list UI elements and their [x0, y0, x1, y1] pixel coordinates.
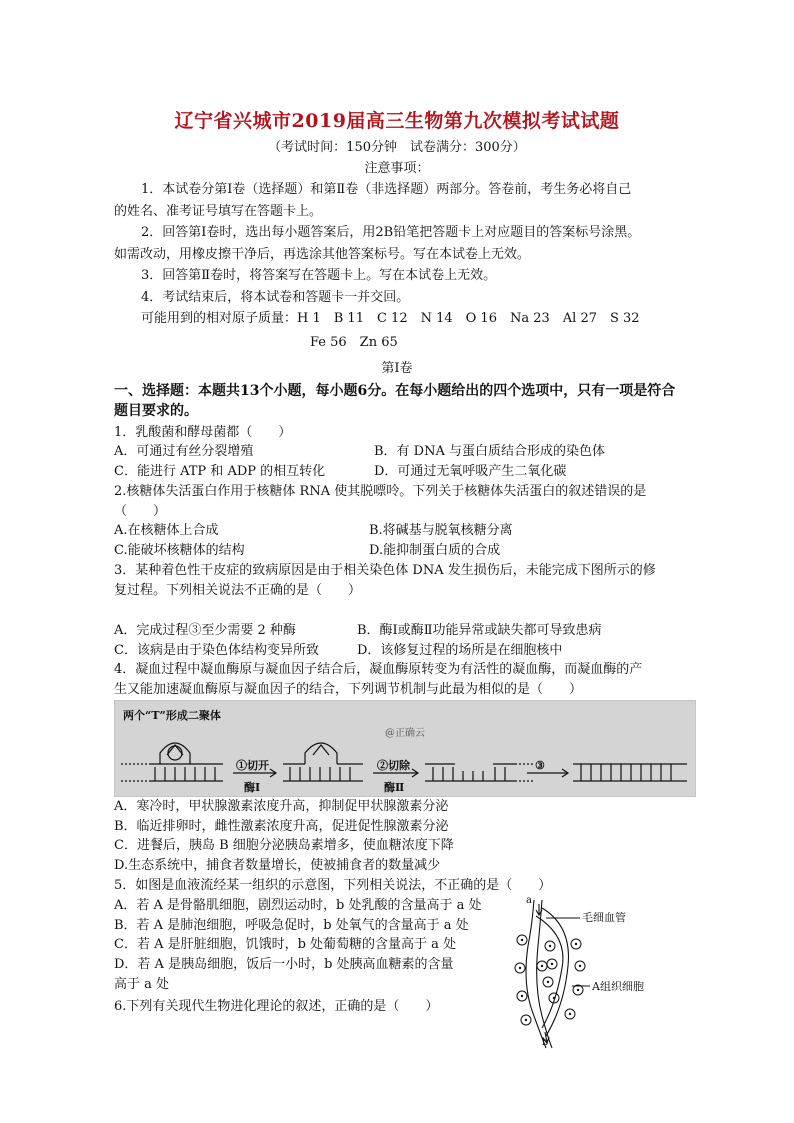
notice-line: 1．本试卷分第Ⅰ卷（选择题）和第Ⅱ卷（非选择题）两部分。答卷前，考生务必将自己: [141, 182, 632, 197]
option-a: A．可通过有丝分裂增殖: [114, 444, 254, 459]
option-d: D.生态系统中，捕食者数量增长，使被捕食者的数量减少: [114, 858, 441, 873]
enzyme-1-label: 酶Ⅰ: [244, 781, 261, 794]
enzyme-2-label: 酶Ⅱ: [384, 781, 405, 794]
step-1-label: ①切开: [236, 759, 269, 772]
section-heading: 一、选择题：本题共13个小题，每小题6分。在每小题给出的四个选项中，只有一项是符合: [114, 383, 676, 399]
option-b: B．有 DNA 与蛋白质结合形成的染色体: [374, 444, 606, 459]
option-c: C．能进行 ATP 和 ADP 的相互转化: [114, 464, 326, 479]
question-3-stem: 3．某种着色性干皮症的致病原因是由于相关染色体 DNA 发生损伤后，未能完成下图所示的修: [114, 563, 656, 578]
atomic-mass-line: 可能用到的相对原子质量：H 1 B 11 C 12 N 14 O 16 Na 23 Al 27 S 32: [141, 311, 640, 326]
part-heading: 第Ⅰ卷: [381, 361, 413, 376]
figure-label: 两个“T”形成二聚体: [123, 709, 221, 722]
exam-title: 辽宁省兴城市2019届高三生物第九次模拟考试试题: [174, 110, 620, 132]
notice-line: 如需改动，用橡皮擦干净后，再选涂其他答案标号。写在本试卷上无效。: [114, 247, 531, 262]
option-c: C．该病是由于染色体结构变异所致: [114, 643, 319, 658]
question-1-stem: 1．乳酸菌和酵母菌都（ ）: [114, 425, 292, 440]
option-c: C．进餐后，胰岛 B 细胞分泌胰岛素增多，使血糖浓度下降: [114, 838, 454, 853]
notice-title: 注意事项：: [364, 161, 430, 176]
watermark: @正确云: [385, 728, 425, 739]
option-d: D.能抑制蛋白质的合成: [369, 543, 501, 558]
option-c: C.能破坏核糖体的结构: [114, 543, 245, 558]
notice-line: 2．回答第Ⅰ卷时，选出每小题答案后，用2B铅笔把答题卡上对应题目的答案标号涂黑。: [141, 225, 641, 240]
point-a-label: a: [526, 895, 532, 906]
option-d: D．若 A 是胰岛细胞，饭后一小时，b 处胰高血糖素的含量: [114, 957, 454, 972]
option-b: B．若 A 是肺泡细胞，呼吸急促时，b 处氧气的含量高于 a 处: [114, 918, 469, 933]
point-b-label: b: [542, 1037, 549, 1048]
question-6-stem: 6.下列有关现代生物进化理论的叙述，正确的是（ ）: [114, 999, 439, 1014]
question-4-stem: 4．凝血过程中凝血酶原与凝血因子结合后，凝血酶原转变为有活性的凝血酶，而凝血酶的产: [114, 662, 643, 677]
question-2-stem: 2.核糖体失活蛋白作用于核糖体 RNA 使其脱嘌呤。下列关于核糖体失活蛋白的叙述错误的是: [114, 484, 647, 499]
dna-repair-figure: [114, 700, 696, 797]
option-d: D．可通过无氧呼吸产生二氧化碳: [374, 464, 567, 479]
question-4-stem: 生又能加速凝血酶原与凝血因子的结合，下列调节机制与此最为相似的是（ ）: [114, 682, 583, 697]
capillary-label: 毛细血管: [582, 911, 626, 924]
option-b: B．酶Ⅰ或酶Ⅱ功能异常或缺失都可导致患病: [357, 623, 602, 638]
option-a: A．若 A 是骨骼肌细胞，剧烈运动时，b 处乳酸的含量高于 a 处: [114, 898, 482, 913]
step-2-label: ②切除: [377, 759, 410, 772]
question-5-stem: 5．如图是血液流经某一组织的示意图，下列相关说法，不正确的是（ ）: [114, 878, 552, 893]
exam-info: （考试时间：150分钟 试卷满分：300分）: [268, 140, 526, 155]
option-b: B.将碱基与脱氧核糖分离: [369, 523, 513, 538]
option-a: A．完成过程③至少需要 2 种酶: [114, 623, 296, 638]
notice-line: 3．回答第Ⅱ卷时，将答案写在答题卡上。写在本试卷上无效。: [141, 268, 497, 283]
option-a: A.在核糖体上合成: [114, 523, 219, 538]
section-heading: 题目要求的。: [114, 403, 198, 419]
tissue-cell-label: A组织细胞: [592, 980, 644, 993]
notice-line: 4．考试结束后，将本试卷和答题卡一并交回。: [141, 290, 410, 305]
atomic-mass-line: Fe 56 Zn 65: [310, 335, 398, 350]
option-c: C．若 A 是肝脏细胞，饥饿时，b 处葡萄糖的含量高于 a 处: [114, 937, 457, 952]
notice-line: 的姓名、准考证号填写在答题卡上。: [114, 204, 323, 219]
dna-strands-drawing: [115, 701, 695, 796]
option-b: B．临近排卵时，雌性激素浓度升高，促进促性腺激素分泌: [114, 819, 449, 834]
option-d: D．该修复过程的场所是在细胞核中: [357, 643, 563, 658]
option-a: A．寒冷时，甲状腺激素浓度升高，抑制促甲状腺激素分泌: [114, 799, 449, 814]
option-d-cont: 高于 a 处: [114, 977, 170, 992]
tissue-blood-flow-figure: [512, 896, 672, 1051]
question-3-stem: 复过程。下列相关说法不正确的是（ ）: [114, 583, 362, 598]
question-2-stem: （ ）: [114, 504, 167, 519]
step-3-label: ③: [535, 759, 545, 772]
